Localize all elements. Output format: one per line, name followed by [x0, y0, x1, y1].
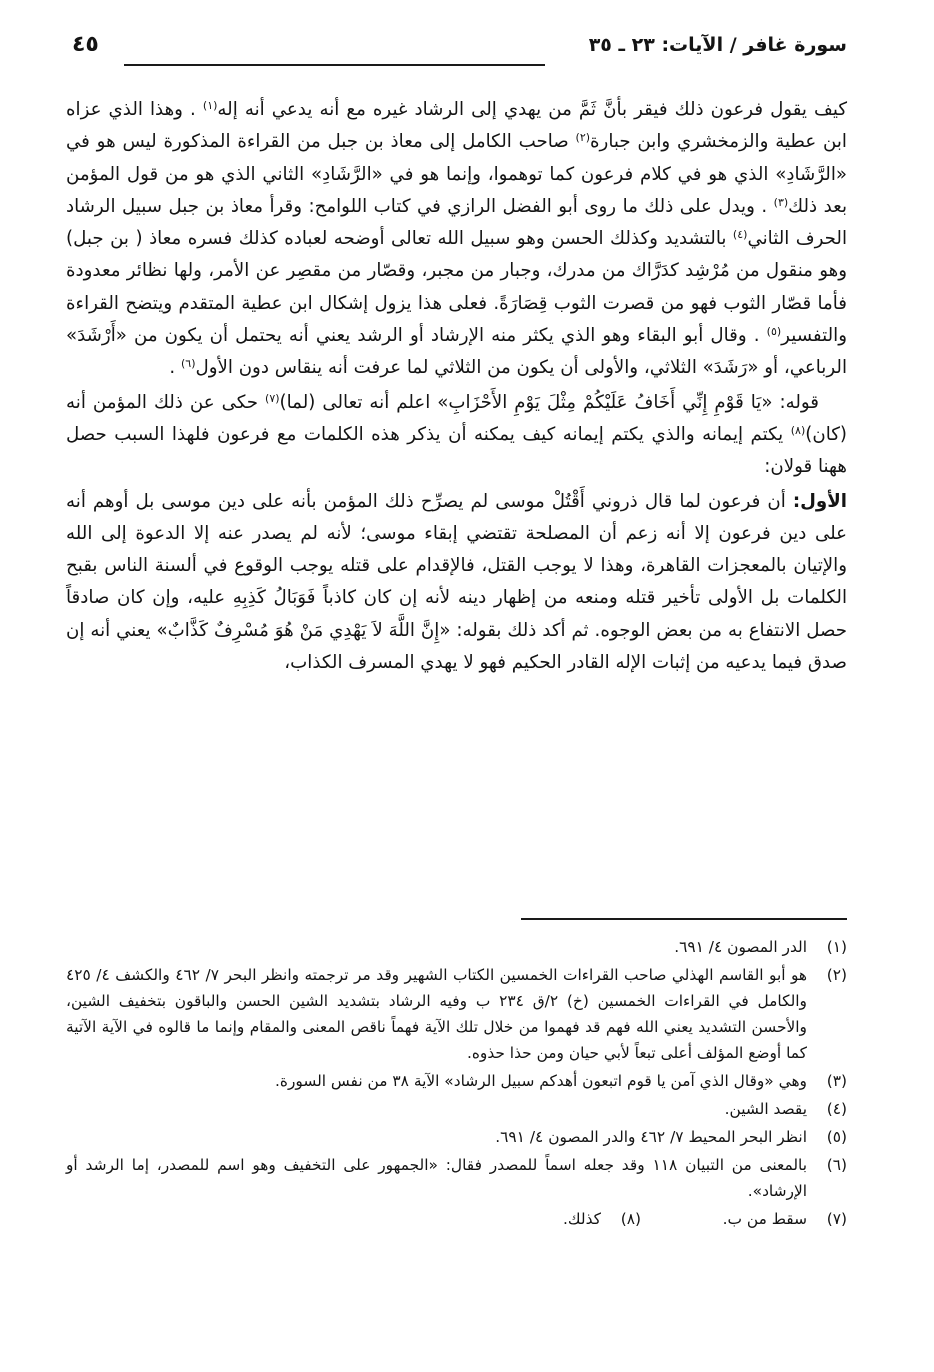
header-rule: [124, 64, 545, 66]
footnote-6: [66, 1152, 847, 1204]
book-page: [66, 0, 847, 1372]
footnote-text: وهي «وقال الذي آمن يا قوم اتبعون أهدكم سبيل الرشاد» الآية ٣٨ من نفس السورة.: [275, 1072, 807, 1090]
page-number: ٤٥: [72, 32, 99, 57]
paragraph-1: كيف يقول فرعون ذلك فيقر بأنَّ ثَمَّ من يهدي إلى الرشاد غيره مع أنه يدعي أنه إله$^{(١)}$ . وهذا الذي عزاه ابن عطية والزمخشري وابن جبارة$^{(٢)}$ صاحب الكامل إلى معاذ بن جبل من القراءة المذكورة ليس هو في «الرَّشَادِ» الذي هو في كلام فرعون كما توهموا، وإنما هو في «الرَّشَادِ» الثاني الذي هو من قول المؤمن بعد ذلك$^{(٣)}$ . ويدل على ذلك ما روى أبو الفضل الرازي في كتاب اللوامح: وقرأ معاذ بن جبل سبيل الرشاد الحرف الثاني$^{(٤)}$ بالتشديد وكذلك الحسن وهو سبيل الله تعالى أوضحه لعباده كذلك فسره معاذ ( بن جبل) وهو منقول من مُرْشِد كدَرَّاك من مدرك، وجبار من مجبر، وقصّار من مقصِر عن الأمر، ولها نظائر معدودة فأما قصّار الثوب فهو من قصرت الثوب قِصَارَةً. فعلى هذا يزول إشكال ابن عطية المتقدم ويتضح القراءة والتفسير$^{(٥)}$ . وقال أبو البقاء وهو الذي يكثر منه الإرشاد أو الرشد يعني أنه يحتمل أن يكون من «أَرْشَدَ» الرباعي، أو «رَشَدَ» الثلاثي، والأولى أن يكون من الثلاثي لما عرفت أنه ينقاس دون الأول$^{(٦)}$ .: [66, 99, 848, 379]
footnote-4: [66, 1096, 847, 1122]
paragraph-2: قوله: «يَا قَوْمِ إِنِّي أَخَافُ عَلَيْكُمْ مِثْلَ يَوْمِ الأَحْزَابِ» اعلم أنه تعالى (لما)$^{(٧)}$ حكى عن ذلك المؤمن أنه (كان)$^{(٨)}$ يكتم إيمانه والذي يكتم إيمانه كيف يمكنه أن يذكر هذه الكلمات مع فرعون فلهذا السبب حصل ههنا قولان:: [66, 391, 847, 478]
running-head: [66, 34, 847, 68]
footnote-number: (٣): [826, 1072, 847, 1090]
footnote-number: (٦): [826, 1156, 847, 1174]
footnote-text: الدر المصون ٤/ ٦٩١.: [674, 938, 807, 956]
footnote-number: (٤): [826, 1100, 847, 1118]
footnote-text: يقصد الشين.: [724, 1100, 807, 1118]
footnote-ref: (١): [202, 99, 218, 112]
paragraph-3-body: أن فرعون لما قال ذروني أَقْتُلْ موسى لم يصرِّح ذلك المؤمن بأنه على دين موسى بل أوهم أنه على دين فرعون إلا أنه زعم أن المصلحة تقتضي إبقاء موسى؛ لأنه لم يصدر عنه إلا الدعوة إلى الله والإتيان بالمعجزات القاهرة، وهذا لا يوجب القتل، فالإقدام على قتله يوجب الوقوع في ألسنة الناس بقبح الكلمات بل الأولى تأخير قتله ومنعه من إظهار دينه لأنه إن كان كاذباً فَوَبَالُ كَذِبِهِ عليه، وإن كان صادقاً حصل الانتفاع به من بعض الوجوه. ثم أكد ذلك بقوله: «إِنَّ اللَّهَ لاَ يَهْدِي مَنْ هُوَ مُسْرِفٌ كَذَّابٌ» يعني أنه إن صدق فيما يدعيه من إثبات الإله القادر الحكيم فهو لا يهدي المسرف الكذاب،: [66, 490, 847, 674]
main-text: [66, 94, 847, 679]
footnote-ref: (٨): [790, 423, 806, 437]
footnote-text: بالمعنى من التبيان ١١٨ وقد جعله اسماً للمصدر فقال: «الجمهور على التخفيف وهو اسم للمصدر، إما الرشد أو الإرشاد».: [66, 1156, 807, 1200]
footnote-number: (٢): [826, 966, 847, 984]
footnote-2: [66, 962, 847, 1066]
footnote-text: هو أبو القاسم الهذلي صاحب القراءات الخمسين الكتاب الشهير وقد مر ترجمته وانظر البحر ٧/ ٤٦٢ والكشف ٤/ ٤٢٥ والكامل في القراءات الخمسين (خ) ٢/ق ٢٣٤ ب وفيه الرشاد بتشديد الشين الحسن والباقون بتخفيف الشين، والأحسن التشديد يعني الله فهم قد فهموا من خلال تلك الآية فهماً ناقص المعنى والمقام وإنما ما قالوه في الآية الآتية كما أوضع المؤلف أعلى تبعاً لأبي حيان ومن حذا حذوه.: [66, 966, 808, 1062]
footnote-ref: (٢): [575, 131, 591, 145]
footnote-ref: (٤): [732, 228, 748, 242]
running-title: سورة غافر / الآيات: ٢٣ ـ ٣٥: [588, 34, 847, 56]
section-lead: الأول:: [792, 490, 847, 512]
footnote-row-7-8: [66, 1206, 847, 1232]
footnote-number: (٥): [826, 1128, 847, 1146]
footnote-separator: [521, 918, 847, 920]
footnote-ref: (٦): [180, 357, 196, 371]
footnote-ref: (٧): [265, 391, 280, 405]
footnote-ref: (٥): [766, 325, 782, 339]
footnote-number: (١): [826, 938, 847, 956]
footnote-number: (٨): [620, 1210, 641, 1228]
footnote-ref: (٣): [773, 195, 789, 209]
footnote-text: كذلك.: [563, 1210, 601, 1228]
footnote-5: [66, 1124, 847, 1150]
footnote-text: سقط من ب.: [722, 1210, 807, 1228]
footnotes: [66, 934, 847, 1232]
footnote-3: [66, 1068, 847, 1094]
footnote-number: (٧): [826, 1210, 847, 1228]
footnote-1: [66, 934, 847, 960]
paragraph-3: [66, 486, 847, 680]
footnote-text: انظر البحر المحيط ٧/ ٤٦٢ والدر المصون ٤/ ٦٩١.: [495, 1128, 807, 1146]
